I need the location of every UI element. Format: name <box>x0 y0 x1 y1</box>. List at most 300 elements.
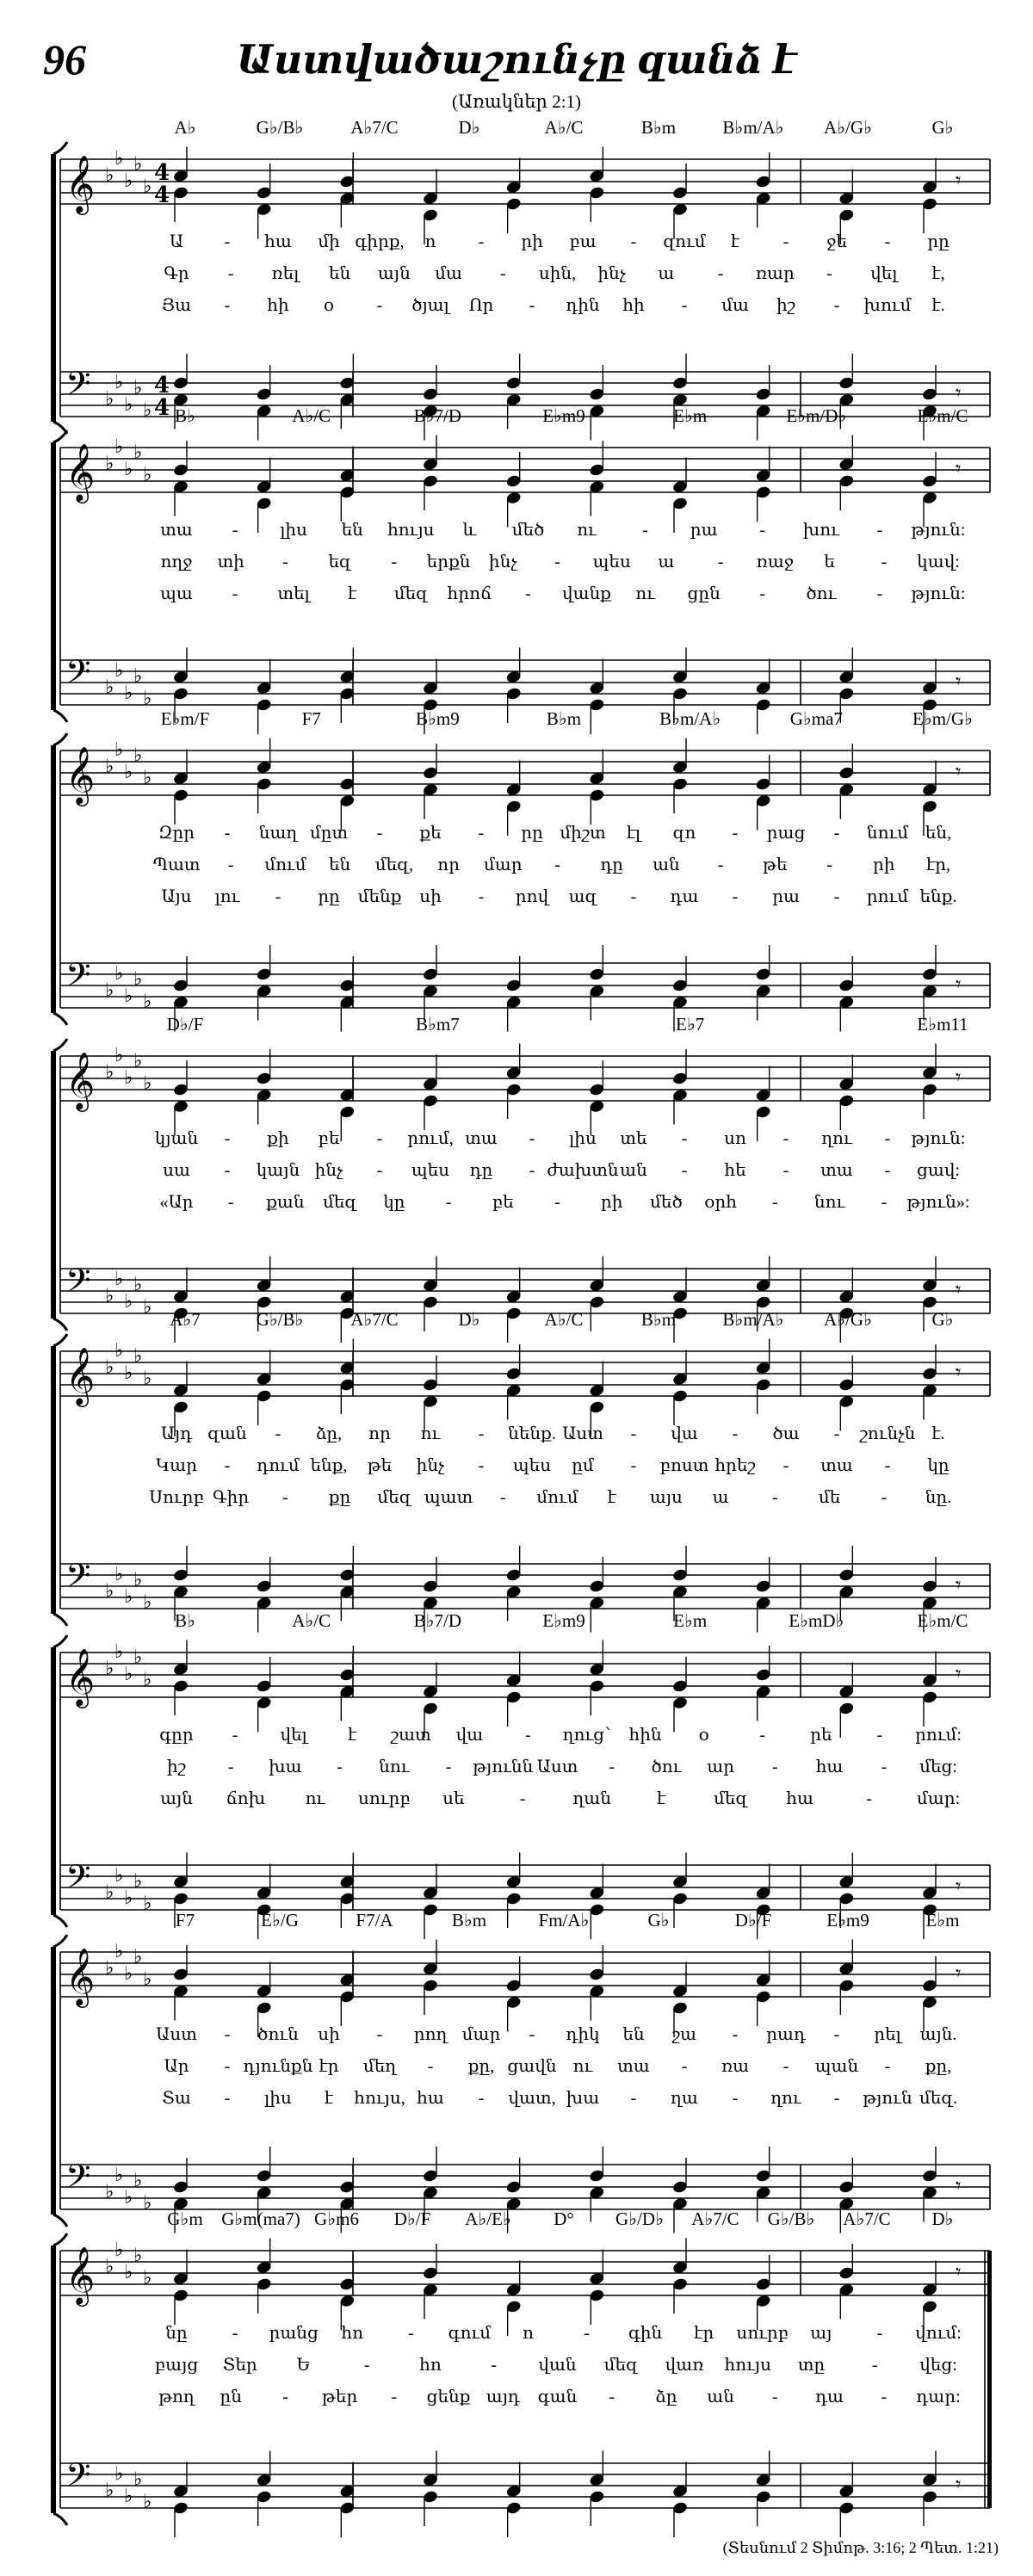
chord-symbol: F7/A <box>356 1910 393 1930</box>
key-flat: ♭ <box>124 459 133 480</box>
lyric-hyphen: - <box>884 1129 891 1148</box>
lyric-syllable: ղան <box>572 1789 611 1808</box>
lyric-syllable: օ <box>323 296 335 315</box>
key-flat: ♭ <box>143 464 152 486</box>
lyric-hyphen: - <box>227 1193 234 1212</box>
lyric-hyphen: - <box>224 824 231 843</box>
chord-symbol: E♭m <box>925 1910 960 1930</box>
lyric-hyphen: - <box>881 1488 888 1507</box>
key-flat: ♭ <box>124 1362 133 1384</box>
lyric-syllable: գըր <box>159 1726 194 1745</box>
lyric-syllable: մեզ <box>603 2356 638 2375</box>
lyric-syllable: լիս <box>280 521 307 540</box>
lyric-syllable: քը, <box>925 2057 952 2076</box>
lyric-syllable: ծու <box>806 584 837 603</box>
lyric-syllable: մա <box>435 264 463 283</box>
key-flat: ♭ <box>143 2491 152 2513</box>
lyric-syllable: ժախտն <box>547 1161 619 1180</box>
lyric-syllable: է <box>348 1726 357 1745</box>
lyric-hyphen: - <box>871 2356 878 2375</box>
footer-reference: (Տեսնում 2 Տիմոթ. 3:16; 2 Պետ. 1:21) <box>722 2539 999 2556</box>
key-flat: ♭ <box>124 985 133 1007</box>
chord-symbol: G♭/D♭ <box>615 2208 664 2229</box>
lyric-syllable: թե <box>367 1456 393 1475</box>
lyric-hyphen: - <box>681 2057 688 2076</box>
lyric-syllable: րաց <box>766 824 806 843</box>
lyric-syllable: ինչ <box>416 1456 445 1475</box>
lyric-syllable: հա <box>815 1757 844 1776</box>
lyric-syllable: թյուն»: <box>906 1193 970 1212</box>
lyric-hyphen: - <box>224 1129 231 1148</box>
lyric-syllable: են <box>329 856 351 874</box>
key-flat: ♭ <box>143 1591 152 1614</box>
lyric-hyphen: - <box>782 1129 789 1148</box>
chord-symbol: E♭m/D♭ <box>786 405 847 426</box>
key-flat: ♭ <box>133 377 143 399</box>
lyric-syllable: պան <box>814 2057 859 2076</box>
time-signature: 4 <box>153 373 170 398</box>
lyric-syllable: ենք, <box>310 1456 348 1475</box>
eighth-rest: 𝄾 <box>956 1065 962 1090</box>
lyric-syllable: պես <box>512 1456 552 1475</box>
lyric-syllable: զում <box>663 232 706 251</box>
eighth-rest: 𝄾 <box>956 1874 962 1899</box>
lyric-syllable: ու <box>572 2057 593 2076</box>
lyric-hyphen: - <box>782 1456 789 1475</box>
key-flat: ♭ <box>105 1061 114 1084</box>
lyric-syllable: ցավ: <box>917 1161 960 1180</box>
chord-symbol: E♭m/C <box>917 405 968 426</box>
lyric-syllable: Յա <box>161 296 192 315</box>
lyric-syllable: ցենք <box>426 2388 471 2406</box>
lyric-syllable: խա <box>566 2089 600 2108</box>
lyric-syllable: րա <box>690 521 718 540</box>
lyric-syllable: գիրք, <box>355 232 405 251</box>
eighth-rest: 𝄾 <box>956 2472 962 2497</box>
lyric-syllable: կայն <box>256 1161 300 1180</box>
chord-symbol: G♭/B♭ <box>256 117 304 138</box>
lyric-syllable: է, <box>931 264 945 283</box>
lyric-hyphen: - <box>681 1129 688 1148</box>
lyric-syllable: հին <box>628 1726 662 1745</box>
lyric-hyphen: - <box>529 2025 535 2044</box>
eighth-rest: 𝄾 <box>956 1661 962 1686</box>
lyric-syllable: ղա <box>671 2089 698 2108</box>
lyric-syllable: մեզ <box>393 584 428 603</box>
lyric-hyphen: - <box>584 2324 590 2343</box>
bracket-hook <box>53 1614 67 1626</box>
lyric-hyphen: - <box>376 2025 383 2044</box>
chord-symbol: G♭m <box>167 2208 203 2229</box>
chord-symbol: A♭7/C <box>350 1309 399 1330</box>
key-flat: ♭ <box>133 1569 143 1591</box>
chord-symbol: E♭m/G♭ <box>912 708 973 729</box>
lyric-syllable: Աստ <box>562 1424 603 1443</box>
chord-symbol: G♭m6 <box>314 2208 359 2229</box>
lyric-hyphen: - <box>881 1757 888 1776</box>
lyric-hyphen: - <box>224 1456 231 1475</box>
lyric-hyphen: - <box>391 553 398 571</box>
treble-clef: 𝄞 <box>65 1051 96 1109</box>
chord-symbol: F7 <box>175 1910 195 1930</box>
lyric-syllable: քը <box>328 1488 351 1507</box>
key-flat: ♭ <box>133 1946 143 1968</box>
lyric-syllable: բե <box>318 1129 340 1148</box>
key-flat: ♭ <box>143 1368 152 1390</box>
lyric-syllable: Տեր <box>222 2356 257 2375</box>
lyric-hyphen: - <box>525 584 531 603</box>
key-flat: ♭ <box>143 991 152 1013</box>
lyric-syllable: վառ <box>665 2356 704 2375</box>
key-flat: ♭ <box>114 1045 124 1066</box>
lyric-syllable: են <box>341 521 363 540</box>
key-flat: ♭ <box>133 2170 143 2192</box>
lyric-hyphen: - <box>876 521 883 540</box>
lyric-syllable: րը <box>521 824 543 843</box>
bracket-hook <box>53 142 67 154</box>
bass-clef: 𝄢 <box>65 2456 91 2502</box>
treble-clef: 𝄞 <box>65 745 96 804</box>
lyric-syllable: պա <box>160 584 193 603</box>
key-flat: ♭ <box>114 1941 124 1962</box>
lyric-syllable: ե <box>824 553 835 571</box>
lyric-syllable: վանք <box>562 584 612 603</box>
key-flat: ♭ <box>105 1356 114 1379</box>
lyric-syllable: ան <box>620 1161 647 1180</box>
lyric-syllable: հույս, <box>354 2089 405 2108</box>
lyric-hyphen: - <box>630 1456 637 1475</box>
lyric-hyphen: - <box>630 2089 637 2108</box>
chord-symbol: E♭m <box>673 1610 708 1631</box>
eighth-rest: 𝄾 <box>956 972 962 997</box>
lyric-syllable: ան <box>653 856 680 874</box>
chord-symbol: D♭ <box>931 2208 954 2229</box>
key-flat: ♭ <box>105 676 114 699</box>
chord-symbol: D♭ <box>458 117 480 138</box>
lyric-syllable: հե <box>724 1161 746 1180</box>
lyric-syllable: ռաջ <box>756 553 795 571</box>
chord-symbol: G♭ <box>931 1309 954 1330</box>
lyric-hyphen: - <box>732 824 739 843</box>
lyric-syllable: դը <box>600 856 624 874</box>
lyric-syllable: «Ար <box>159 1193 194 1212</box>
lyric-syllable: ու <box>635 584 655 603</box>
lyric-syllable: ծյալ <box>411 296 449 315</box>
lyric-syllable: Աստ <box>536 1757 578 1776</box>
lyric-syllable: քան <box>266 1193 305 1212</box>
lyric-syllable: վել <box>280 1726 307 1745</box>
lyric-hyphen: - <box>227 264 234 283</box>
lyric-syllable: նում <box>866 824 909 843</box>
lyric-hyphen: - <box>529 1129 535 1148</box>
key-flat: ♭ <box>124 1291 133 1313</box>
chord-symbol: G♭/B♭ <box>256 1309 304 1330</box>
lyric-hyphen: - <box>427 2057 434 2076</box>
lyric-hyphen: - <box>881 553 888 571</box>
key-flat: ♭ <box>105 1881 114 1904</box>
lyric-syllable: րում: <box>915 1726 962 1745</box>
lyric-syllable: դա <box>670 887 699 906</box>
key-flat: ♭ <box>124 762 133 783</box>
lyric-hyphen: - <box>445 1193 452 1212</box>
lyric-syllable: լու <box>214 887 240 906</box>
bracket-hook <box>53 2513 67 2525</box>
eighth-rest: 𝄾 <box>956 1360 962 1385</box>
lyric-hyphen: - <box>884 1456 891 1475</box>
lyric-hyphen: - <box>884 1161 891 1180</box>
lyric-syllable: ծա <box>772 1424 800 1443</box>
lyric-syllable: էլ <box>626 824 641 843</box>
lyric-syllable: և <box>462 521 477 540</box>
chord-symbol: B♭7/D <box>413 405 462 426</box>
lyric-syllable: ու <box>420 1424 441 1443</box>
lyric-syllable: ա <box>712 1488 729 1507</box>
lyric-hyphen: - <box>717 553 724 571</box>
lyric-hyphen: - <box>227 856 234 874</box>
lyric-hyphen: - <box>491 2356 498 2375</box>
lyric-syllable: թյուն: <box>911 1129 966 1148</box>
final-barline-thick <box>987 2251 992 2508</box>
lyric-syllable: ղուց՝ <box>562 1726 611 1745</box>
bass-clef: 𝄢 <box>65 364 91 411</box>
key-flat: ♭ <box>124 1963 133 1985</box>
lyric-hyphen: - <box>609 1757 615 1776</box>
key-flat: ♭ <box>143 1072 152 1095</box>
time-signature: 4 <box>153 395 170 421</box>
lyric-syllable: հույս <box>387 521 435 540</box>
key-flat: ♭ <box>105 453 114 475</box>
lyric-hyphen: - <box>732 2089 739 2108</box>
bracket-hook <box>53 1013 67 1025</box>
eighth-rest: 𝄾 <box>956 2173 962 2198</box>
lyric-syllable: այն <box>377 264 411 283</box>
lyric-syllable: դում <box>257 1456 300 1475</box>
lyric-syllable: ազ <box>568 887 597 906</box>
lyric-syllable: ան <box>707 2388 734 2406</box>
key-flat: ♭ <box>124 2486 133 2507</box>
lyric-syllable: զո <box>672 824 696 843</box>
chord-symbol: B♭ <box>175 1610 195 1631</box>
lyric-syllable: վել <box>870 264 898 283</box>
lyric-syllable: պես <box>411 1161 450 1180</box>
lyric-syllable: մեղ <box>362 2057 397 2076</box>
time-signature: 4 <box>153 182 170 208</box>
lyric-syllable: վան <box>538 2356 577 2375</box>
chord-symbol: G♭ <box>647 1910 670 1930</box>
bracket-hook <box>53 710 67 722</box>
lyric-hyphen: - <box>232 2324 238 2343</box>
bass-clef: 𝄢 <box>65 1556 91 1603</box>
lyric-syllable: Գիր <box>213 1488 250 1507</box>
lyric-hyphen: - <box>876 1726 883 1745</box>
lyric-syllable: է. <box>931 1424 945 1443</box>
lyric-syllable: ու <box>305 1789 325 1808</box>
bass-clef: 𝄢 <box>65 1261 91 1307</box>
lyric-syllable: Զըր <box>158 824 195 843</box>
lyric-syllable: մեզ <box>714 1789 748 1808</box>
key-flat: ♭ <box>133 1646 143 1669</box>
lyric-syllable: տել <box>277 584 310 603</box>
lyric-hyphen: - <box>826 264 832 283</box>
lyric-syllable: նը <box>165 2324 188 2343</box>
chord-symbol: A♭7/C <box>350 117 399 138</box>
lyric-syllable: րում, <box>407 1129 454 1148</box>
lyric-syllable: դին <box>566 296 600 315</box>
lyric-hyphen: - <box>772 2388 778 2406</box>
key-flat: ♭ <box>105 1285 114 1307</box>
lyric-hyphen: - <box>717 264 724 283</box>
key-flat: ♭ <box>114 1865 124 1887</box>
chord-symbol: B♭ <box>175 405 195 426</box>
lyric-syllable: խա <box>269 1757 302 1776</box>
lyric-hyphen: - <box>866 1789 872 1808</box>
lyric-syllable: լիս <box>569 1129 597 1148</box>
lyric-syllable: պես <box>592 553 631 571</box>
lyric-syllable: րի <box>872 856 895 874</box>
lyric-syllable: այ <box>810 2324 832 2343</box>
lyric-hyphen: - <box>478 824 485 843</box>
chord-symbol: A♭/G♭ <box>824 1309 872 1330</box>
chord-symbol: E♭m <box>673 405 708 426</box>
lyric-syllable: րադ <box>766 2025 806 2044</box>
chord-symbol: B♭m/A♭ <box>659 708 721 729</box>
lyric-syllable: պատ <box>424 1488 473 1507</box>
eighth-rest: 𝄾 <box>956 759 962 784</box>
lyric-syllable: մեզ <box>323 1193 357 1212</box>
lyric-syllable: ռա <box>721 2057 750 2076</box>
chord-symbol: B♭m <box>451 1910 487 1930</box>
bracket-hook <box>53 1635 67 1647</box>
chord-symbol: A♭ <box>174 117 196 138</box>
lyric-syllable: մըտ <box>309 824 349 843</box>
lyric-syllable: ըմ <box>572 1456 594 1475</box>
lyric-syllable: րում <box>866 887 909 906</box>
key-flat: ♭ <box>133 968 143 991</box>
lyric-syllable: էր, <box>925 856 951 874</box>
lyric-syllable: ձը, <box>315 1424 343 1443</box>
hymn-number: 96 <box>43 35 86 83</box>
lyric-syllable: թյուն <box>863 2089 912 2108</box>
lyric-syllable: րող <box>413 2025 448 2044</box>
lyric-hyphen: - <box>376 824 383 843</box>
chord-symbol: B♭m <box>640 1309 677 1330</box>
lyric-syllable: կավ: <box>917 553 960 571</box>
lyric-syllable: են <box>622 2025 645 2044</box>
lyric-syllable: իշ <box>167 1757 186 1776</box>
key-flat: ♭ <box>114 2463 124 2485</box>
key-flat: ♭ <box>124 1887 133 1909</box>
lyric-hyphen: - <box>376 1161 383 1180</box>
lyric-syllable: մում <box>536 1488 578 1507</box>
key-flat: ♭ <box>114 148 124 170</box>
key-flat: ♭ <box>105 1957 114 1980</box>
key-flat: ♭ <box>105 1580 114 1603</box>
lyric-hyphen: - <box>232 521 238 540</box>
lyric-syllable: որ <box>437 856 461 874</box>
lyric-syllable: րել <box>874 2025 901 2044</box>
key-flat: ♭ <box>105 1658 114 1680</box>
bracket-hook <box>53 2215 67 2227</box>
lyric-syllable: սո <box>724 1129 746 1148</box>
lyric-syllable: Պատ <box>152 856 201 874</box>
lyric-syllable: տի <box>217 553 244 571</box>
lyric-hyphen: - <box>630 1424 637 1443</box>
lyric-syllable: այն. <box>919 2025 957 2044</box>
lyric-hyphen: - <box>224 232 231 251</box>
lyric-hyphen: - <box>478 232 485 251</box>
chord-symbol: F7 <box>301 708 321 729</box>
lyric-syllable: մեզ <box>377 1488 411 1507</box>
lyric-syllable: րի <box>521 232 543 251</box>
chord-symbol: E♭mD♭ <box>789 1610 844 1631</box>
key-flat: ♭ <box>124 683 133 704</box>
lyric-hyphen: - <box>363 2356 370 2375</box>
lyric-syllable: հո <box>341 2324 364 2343</box>
lyric-syllable: նու <box>813 1193 845 1212</box>
lyric-syllable: տա <box>160 521 193 540</box>
lyric-syllable: րով <box>515 887 549 906</box>
eighth-rest: 𝄾 <box>956 669 962 694</box>
bracket-hook <box>53 1319 67 1331</box>
lyric-syllable: Ա <box>169 232 184 251</box>
lyric-syllable: թե <box>763 856 788 874</box>
lyric-syllable: են, <box>925 824 952 843</box>
chord-symbol: D♭/F <box>734 1910 772 1930</box>
chord-symbol: B♭m9 <box>415 708 460 729</box>
lyric-syllable: հրեշ <box>714 1456 756 1475</box>
lyric-syllable: կը <box>383 1193 405 1212</box>
lyric-syllable: գին <box>628 2324 663 2343</box>
lyric-syllable: նը. <box>925 1488 952 1507</box>
lyric-syllable: շատ <box>390 1726 431 1745</box>
lyric-syllable: տը <box>797 2356 826 2375</box>
chord-symbol: G♭/B♭ <box>767 2208 815 2229</box>
lyric-syllable: բա <box>569 232 597 251</box>
lyric-syllable: ու <box>577 521 597 540</box>
chord-symbol: G♭ma7 <box>789 708 843 729</box>
lyric-syllable: տա <box>820 1161 853 1180</box>
key-flat: ♭ <box>143 399 152 422</box>
lyric-syllable: ծու <box>651 1757 682 1776</box>
lyric-syllable: քե <box>419 824 442 843</box>
lyric-hyphen: - <box>224 1161 231 1180</box>
lyric-syllable: ղու <box>770 2089 801 2108</box>
lyric-hyphen: - <box>282 553 288 571</box>
lyric-hyphen: - <box>826 856 832 874</box>
lyric-syllable: քի <box>267 1129 289 1148</box>
chord-symbol: B♭m7 <box>415 1014 460 1035</box>
lyric-syllable: նենք. <box>508 1424 556 1443</box>
lyric-syllable: լիս <box>264 2089 292 2108</box>
lyric-syllable: րե <box>810 1726 832 1745</box>
lyric-syllable: րանց <box>269 2324 319 2343</box>
chord-symbol: D♭/F <box>393 2208 431 2229</box>
lyric-syllable: տա <box>465 1129 498 1148</box>
key-flat: ♭ <box>124 1067 133 1089</box>
lyric-hyphen: - <box>681 1161 688 1180</box>
lyric-hyphen: - <box>224 2025 231 2044</box>
lyric-hyphen: - <box>554 553 560 571</box>
lyric-syllable: Աստ <box>156 2025 197 2044</box>
lyric-syllable: Կար <box>156 1456 197 1475</box>
lyric-syllable: ենք. <box>919 887 957 906</box>
lyric-hyphen: - <box>881 1193 888 1212</box>
lyric-syllable: հա <box>786 1789 813 1808</box>
lyric-hyphen: - <box>478 2089 485 2108</box>
lyric-hyphen: - <box>732 887 739 906</box>
lyric-hyphen: - <box>630 232 637 251</box>
lyric-syllable: բայց <box>154 2356 199 2375</box>
